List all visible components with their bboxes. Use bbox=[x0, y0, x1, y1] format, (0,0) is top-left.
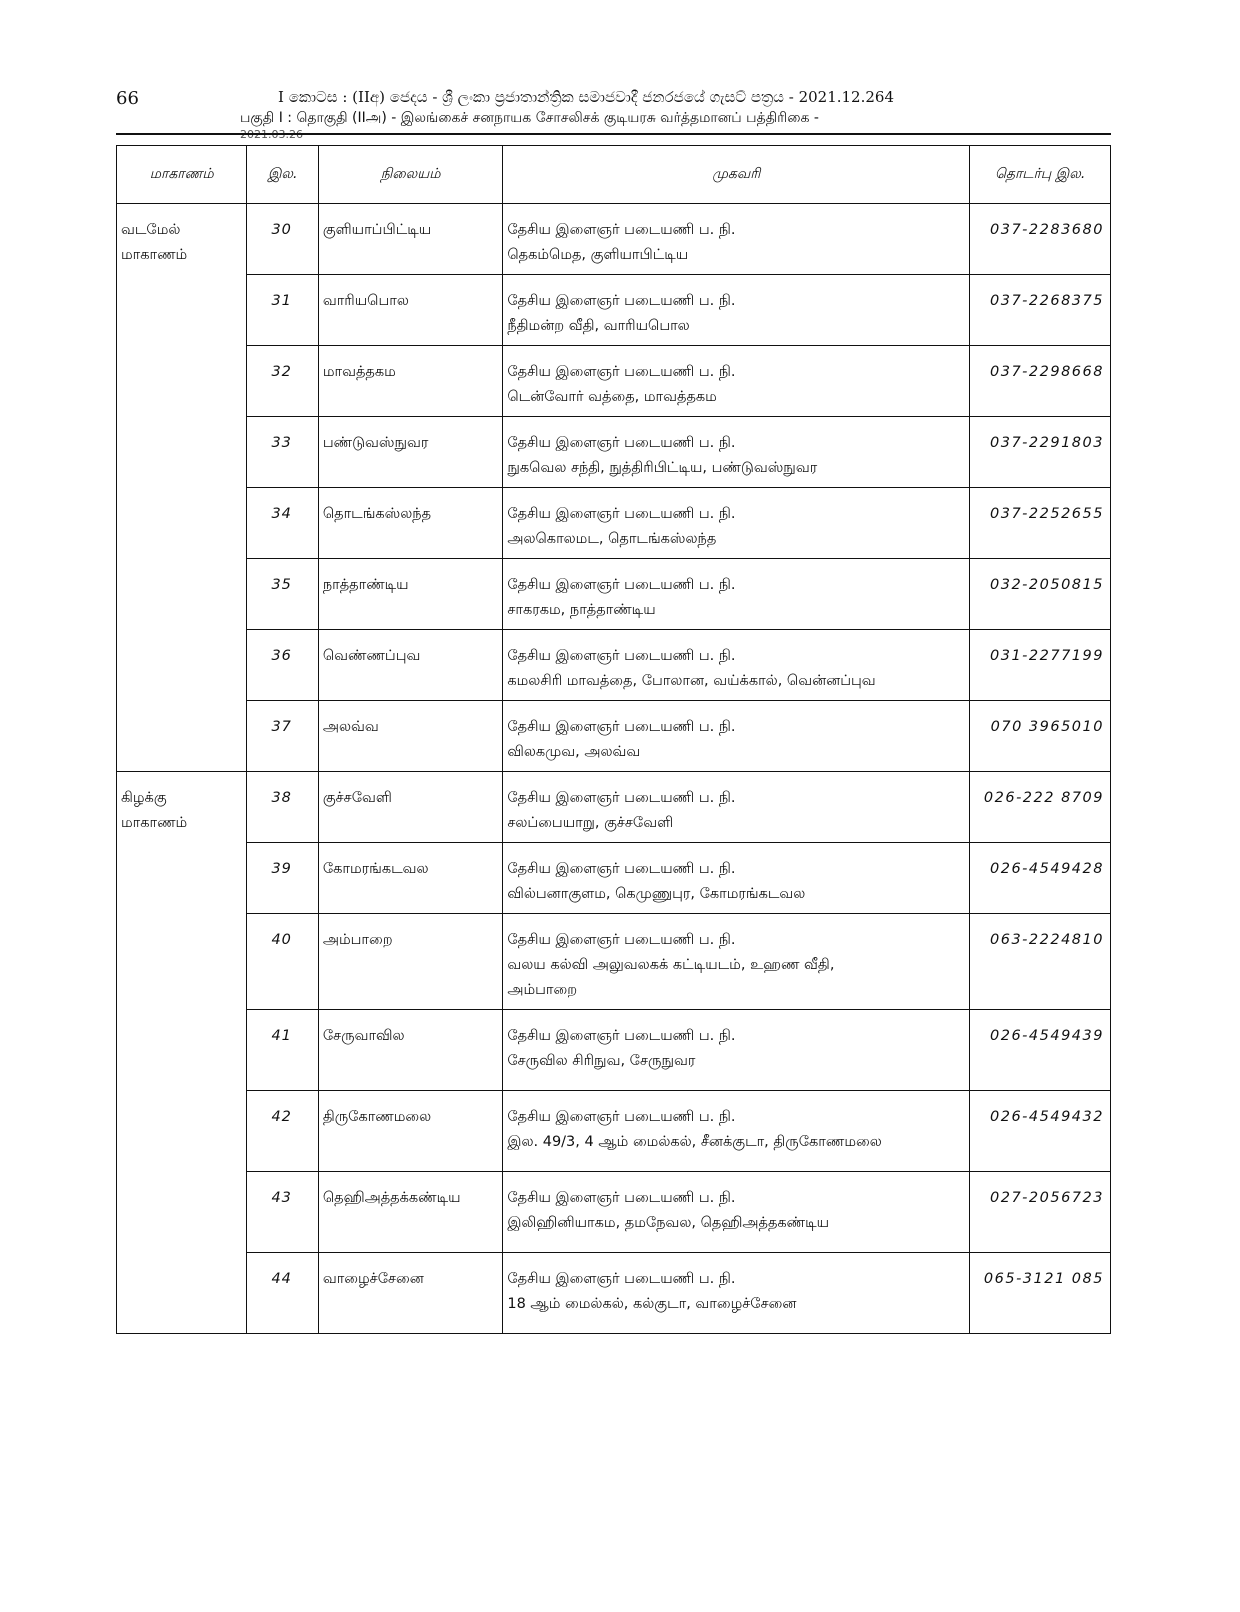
station-name: திருகோணமலை bbox=[318, 1091, 503, 1172]
table-row bbox=[117, 1172, 1111, 1253]
province-name-line: வடமேல் bbox=[121, 222, 181, 238]
station-name: மாவத்தகம bbox=[318, 346, 503, 417]
address-line: கமலசிரி மாவத்தை, போலான, வய்க்கால், வென்னப்புவ bbox=[507, 673, 876, 689]
station-telephone: 037-2298668 bbox=[970, 346, 1111, 417]
address-line: தேசிய இளைஞர் படையணி ப. நி. bbox=[507, 861, 736, 877]
station-telephone: 037-2268375 bbox=[970, 275, 1111, 346]
province-name-line: கிழக்கு bbox=[121, 790, 167, 806]
address-line: சாகரகம, நாத்தாண்டிய bbox=[507, 602, 656, 618]
address-line: தேசிய இளைஞர் படையணி ப. நி. bbox=[507, 1109, 736, 1125]
station-number: 35 bbox=[247, 559, 318, 630]
address-line: தேசிய இளைஞர் படையணி ப. நி. bbox=[507, 1271, 736, 1287]
station-telephone: 070 3965010 bbox=[970, 701, 1111, 772]
column-header-number: இல. bbox=[247, 146, 318, 204]
address-line: தேசிய இளைஞர் படையணி ப. நி. bbox=[507, 364, 736, 380]
stations-table bbox=[116, 145, 1111, 1334]
column-header-province: மாகாணம் bbox=[117, 146, 247, 204]
address-line: தேசிய இளைஞர் படையணி ப. நி. bbox=[507, 932, 736, 948]
table-row bbox=[117, 630, 1111, 701]
province-name-line: மாகாணம் bbox=[121, 815, 188, 831]
station-telephone: 026-4549439 bbox=[970, 1010, 1111, 1091]
address-line: நீதிமன்ற வீதி, வாரியபொல bbox=[507, 318, 690, 334]
gazette-title-tamil: பகுதி I : தொகுதி (IIஅ) - இலங்கைச் சனநாயக சோசலிசக் குடியரசு வர்த்தமானப் பத்திரிகை - bbox=[240, 110, 819, 126]
station-telephone: 031-2277199 bbox=[970, 630, 1111, 701]
table-row bbox=[117, 275, 1111, 346]
table-row bbox=[117, 914, 1111, 1010]
station-number: 33 bbox=[247, 417, 318, 488]
station-telephone: 026-4549432 bbox=[970, 1091, 1111, 1172]
table-row bbox=[117, 1010, 1111, 1091]
address-line: தேசிய இளைஞர் படையணி ப. நி. bbox=[507, 719, 736, 735]
address-line: வில்பனாகுளம, கெமுணுபுர, கோமரங்கடவல bbox=[507, 886, 806, 902]
address-line: தேசிய இளைஞர் படையணி ப. நி. bbox=[507, 648, 736, 664]
table-body bbox=[117, 204, 1111, 1334]
station-name: அலவ்வ bbox=[318, 701, 503, 772]
station-telephone: 037-2283680 bbox=[970, 204, 1111, 275]
station-name: தெஹிஅத்தக்கண்டிய bbox=[318, 1172, 503, 1253]
station-number: 34 bbox=[247, 488, 318, 559]
table-row bbox=[117, 488, 1111, 559]
table-header-row bbox=[117, 146, 1111, 204]
address-line: தேசிய இளைஞர் படையணி ப. நி. bbox=[507, 1028, 736, 1044]
province-name-line: மாகாணம் bbox=[121, 247, 188, 263]
address-line: இலிஹினியாகம, தமநேவல, தெஹிஅத்தகண்டிய bbox=[507, 1215, 830, 1231]
station-address bbox=[503, 843, 970, 914]
station-address bbox=[503, 1091, 970, 1172]
station-name: தொடங்கஸ்லந்த bbox=[318, 488, 503, 559]
station-telephone: 032-2050815 bbox=[970, 559, 1111, 630]
station-address bbox=[503, 275, 970, 346]
station-telephone: 026-4549428 bbox=[970, 843, 1111, 914]
address-line: சலப்பையாறு, குச்சவேளி bbox=[507, 815, 674, 831]
station-telephone: 026-222 8709 bbox=[970, 772, 1111, 843]
table-row bbox=[117, 559, 1111, 630]
station-name: வெண்ணப்புவ bbox=[318, 630, 503, 701]
address-line: தேசிய இளைஞர் படையணி ப. நி. bbox=[507, 790, 736, 806]
table-row bbox=[117, 204, 1111, 275]
station-number: 32 bbox=[247, 346, 318, 417]
station-number: 39 bbox=[247, 843, 318, 914]
table-row bbox=[117, 346, 1111, 417]
column-header-station: நிலையம் bbox=[318, 146, 503, 204]
table-row bbox=[117, 1253, 1111, 1334]
column-header-address: முகவரி bbox=[503, 146, 970, 204]
station-number: 43 bbox=[247, 1172, 318, 1253]
station-number: 44 bbox=[247, 1253, 318, 1334]
station-name: பண்டுவஸ்நுவர bbox=[318, 417, 503, 488]
station-address bbox=[503, 701, 970, 772]
station-address bbox=[503, 772, 970, 843]
header-rule bbox=[116, 133, 1111, 135]
station-telephone: 037-2252655 bbox=[970, 488, 1111, 559]
station-address bbox=[503, 914, 970, 1010]
address-line: நுகவெல சந்தி, நுத்திரிபிட்டிய, பண்டுவஸ்நுவர bbox=[507, 460, 818, 476]
station-name: கோமரங்கடவல bbox=[318, 843, 503, 914]
station-number: 37 bbox=[247, 701, 318, 772]
station-number: 30 bbox=[247, 204, 318, 275]
station-number: 38 bbox=[247, 772, 318, 843]
table-row bbox=[117, 417, 1111, 488]
station-name: நாத்தாண்டிய bbox=[318, 559, 503, 630]
address-line: வலய கல்வி அலுவலகக் கட்டியடம், உஹண வீதி, bbox=[507, 957, 835, 973]
table-row bbox=[117, 772, 1111, 843]
address-line: இல. 49/3, 4 ஆம் மைல்கல், சீனக்குடா, திருகோணமலை bbox=[507, 1134, 882, 1150]
station-name: அம்பாறை bbox=[318, 914, 503, 1010]
station-address bbox=[503, 417, 970, 488]
station-name: வாரியபொல bbox=[318, 275, 503, 346]
station-name: வாழைச்சேனை bbox=[318, 1253, 503, 1334]
address-line: அம்பாறை bbox=[507, 982, 578, 998]
station-number: 36 bbox=[247, 630, 318, 701]
address-line: டென்வோர் வத்தை, மாவத்தகம bbox=[507, 389, 717, 405]
address-line: தேசிய இளைஞர் படையணி ப. நி. bbox=[507, 577, 736, 593]
address-line: தேசிய இளைஞர் படையணி ப. நி. bbox=[507, 222, 736, 238]
station-number: 40 bbox=[247, 914, 318, 1010]
address-line: விலகமுவ, அலவ்வ bbox=[507, 744, 641, 760]
station-address bbox=[503, 346, 970, 417]
station-address bbox=[503, 630, 970, 701]
address-line: தேசிய இளைஞர் படையணி ப. நி. bbox=[507, 1190, 736, 1206]
station-name: குளியாப்பிட்டிய bbox=[318, 204, 503, 275]
address-line: தெகம்மெத, குளியாபிட்டிய bbox=[507, 247, 689, 263]
address-line: தேசிய இளைஞர் படையணி ப. நி. bbox=[507, 506, 736, 522]
station-number: 31 bbox=[247, 275, 318, 346]
province-cell bbox=[117, 204, 247, 772]
table-row bbox=[117, 843, 1111, 914]
address-line: தேசிய இளைஞர் படையணி ப. நி. bbox=[507, 435, 736, 451]
gazette-title-sinhala: I කොටස : (IIඅ) ජෙදය - ශ්‍රී ලංකා ප්‍රජාතාන්ත්‍රික සමාජවාදී ජනරජයේ ගැසට් පත්‍රය - 2021.12.264 bbox=[278, 88, 894, 106]
station-address bbox=[503, 204, 970, 275]
station-telephone: 065-3121 085 bbox=[970, 1253, 1111, 1334]
station-address bbox=[503, 1172, 970, 1253]
station-address bbox=[503, 1253, 970, 1334]
station-address bbox=[503, 1010, 970, 1091]
address-line: சேருவில சிரிநுவ, சேருநுவர bbox=[507, 1053, 696, 1069]
address-line: அலகொலமட, தொடங்கஸ்லந்த bbox=[507, 531, 717, 547]
table-row bbox=[117, 701, 1111, 772]
station-name: சேருவாவில bbox=[318, 1010, 503, 1091]
province-cell bbox=[117, 772, 247, 1334]
station-name: குச்சவேளி bbox=[318, 772, 503, 843]
station-telephone: 027-2056723 bbox=[970, 1172, 1111, 1253]
table-row bbox=[117, 1091, 1111, 1172]
address-line: 18 ஆம் மைல்கல், கல்குடா, வாழைச்சேனை bbox=[507, 1296, 797, 1312]
column-header-telephone: தொடர்பு இல. bbox=[970, 146, 1111, 204]
station-telephone: 037-2291803 bbox=[970, 417, 1111, 488]
station-address bbox=[503, 488, 970, 559]
station-telephone: 063-2224810 bbox=[970, 914, 1111, 1010]
page-number: 66 bbox=[116, 88, 139, 109]
address-line: தேசிய இளைஞர் படையணி ப. நி. bbox=[507, 293, 736, 309]
station-number: 41 bbox=[247, 1010, 318, 1091]
station-number: 42 bbox=[247, 1091, 318, 1172]
station-address bbox=[503, 559, 970, 630]
